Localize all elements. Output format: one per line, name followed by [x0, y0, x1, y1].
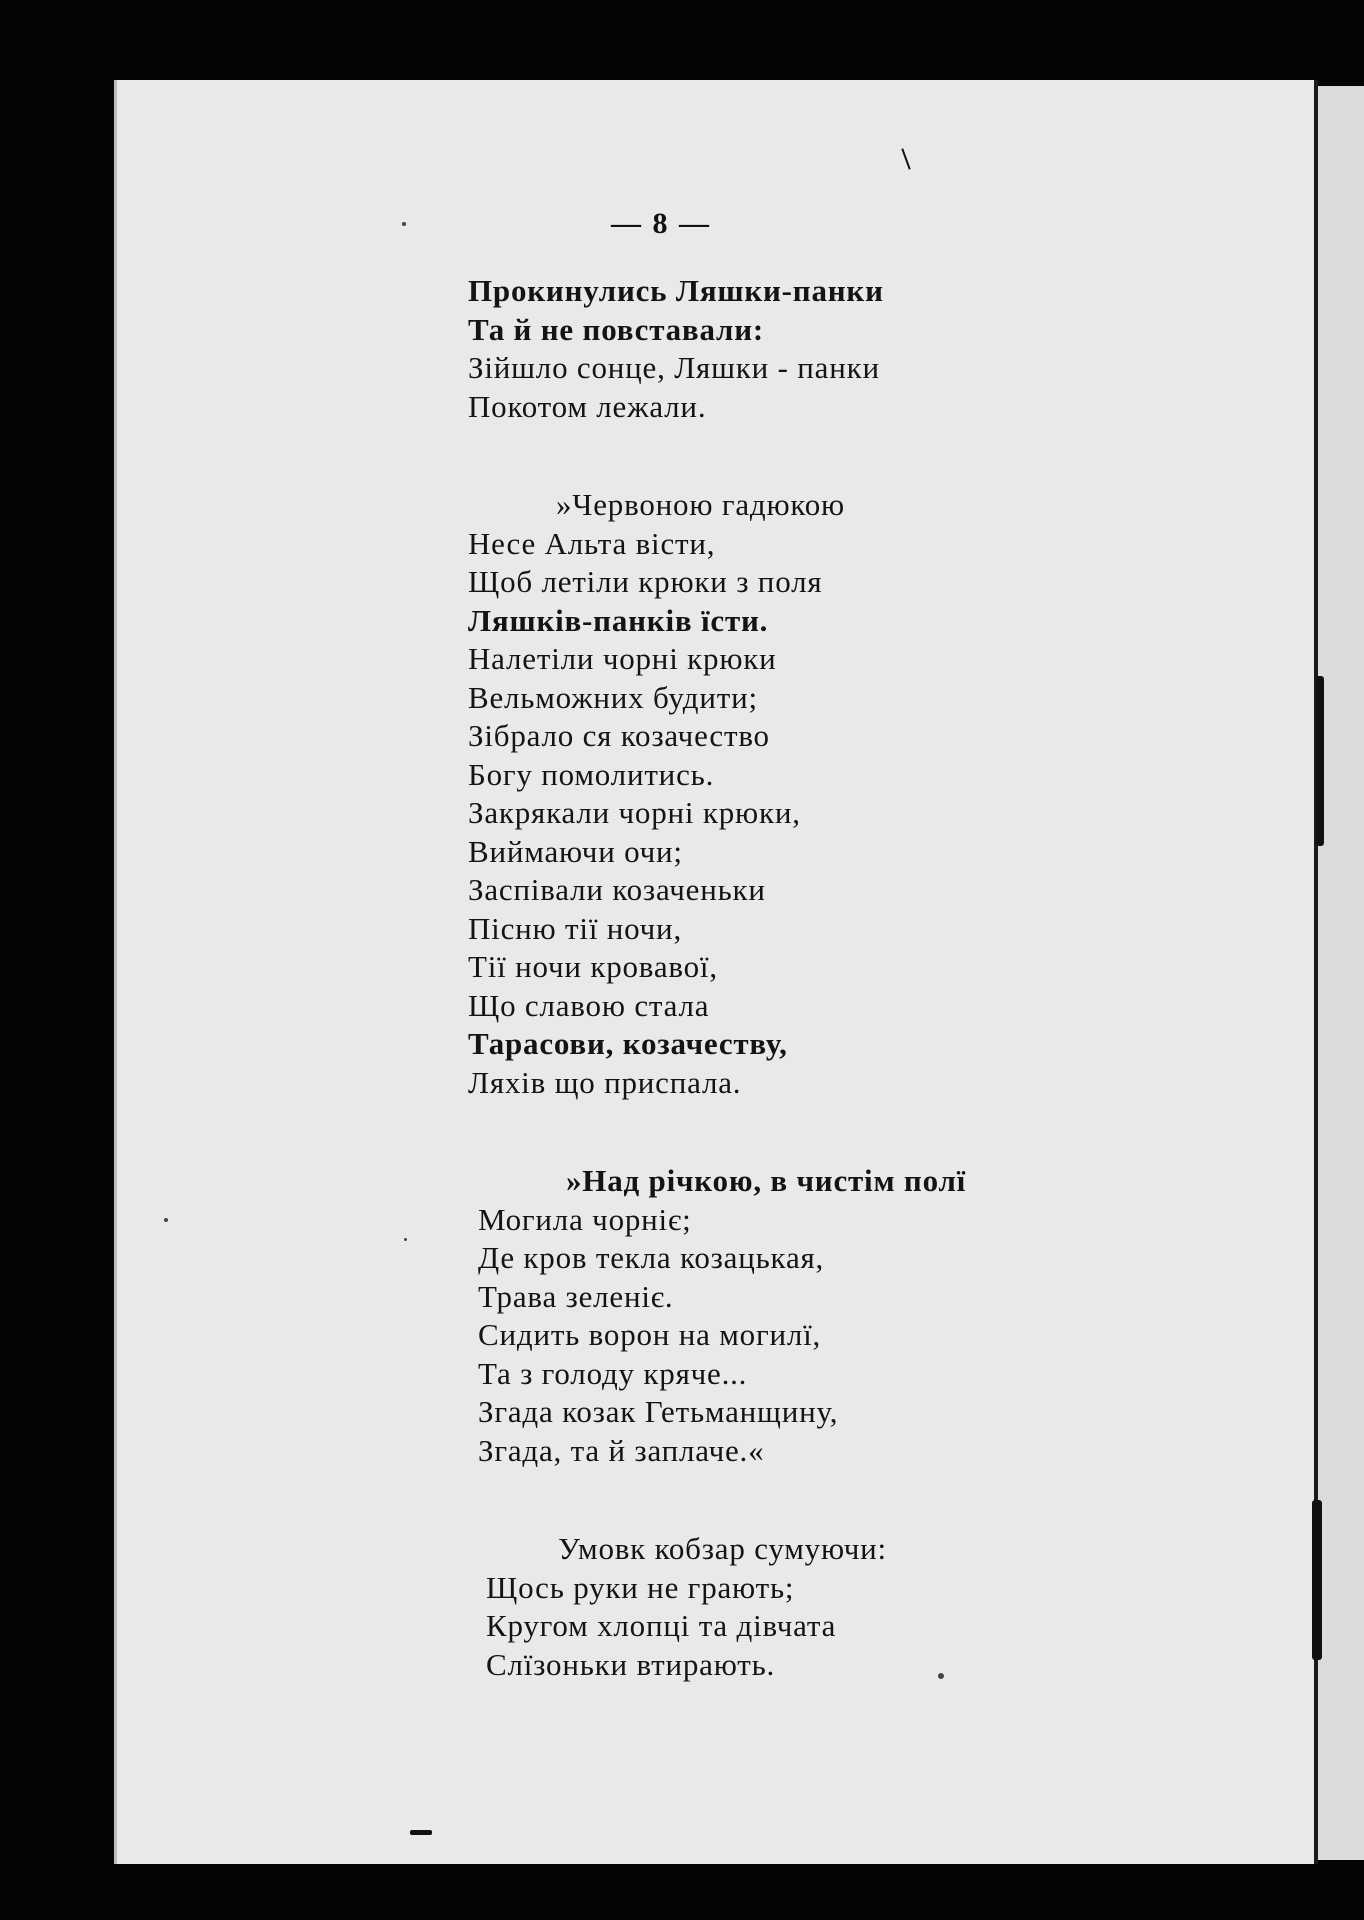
poem-line: Слїзоньки втирають.: [486, 1646, 776, 1682]
poem-line: Тарасови, козачеству,: [468, 1026, 788, 1061]
poem-line: Пісню тії ночи,: [468, 910, 682, 946]
ink-smudge: [410, 1830, 432, 1835]
poem-line: Та з голоду кряче...: [478, 1355, 748, 1391]
stanza: [468, 272, 1028, 426]
poem-line: Що славою стала: [468, 987, 710, 1023]
poem-line: Прокинулись Ляшки-панки: [468, 273, 884, 308]
poem-line: Зібрало ся козачество: [468, 718, 770, 753]
poem-line: Згада, та й заплаче.«: [478, 1432, 765, 1468]
poem-line: Виймаючи очи;: [468, 833, 683, 869]
page-number: — 8 —: [611, 207, 711, 240]
dust-speck: [404, 1238, 407, 1241]
poem-line: Трава зеленіє.: [478, 1278, 674, 1314]
poem-line: Зійшло сонце, Ляшки - панки: [468, 350, 880, 385]
poem-line: Ляхів що приспала.: [468, 1064, 742, 1100]
binding-mark: [1316, 676, 1324, 846]
poem-line: »Над річкою, в чистім полї: [566, 1163, 967, 1198]
stanza: [468, 1162, 1028, 1470]
poem-line: Згада козак Гетьманщину,: [478, 1394, 839, 1429]
poem-line: Богу помолитись.: [468, 756, 715, 792]
poem-line: Покотом лежали.: [468, 388, 707, 424]
poem-line: Несе Альта вісти,: [468, 525, 716, 561]
poem-line: Де кров текла козацькая,: [478, 1240, 825, 1275]
stanza: [468, 1530, 1028, 1684]
poem-line: Ляшків-панків їсти.: [468, 602, 769, 638]
poem-line: Щоб летіли крюки з поля: [468, 564, 823, 599]
dust-speck: [164, 1218, 168, 1222]
binding-mark: [1312, 1500, 1322, 1660]
poem-line: Заспівали козаченьки: [468, 872, 766, 907]
stanza: [468, 486, 1028, 1102]
next-page-edge: [1318, 86, 1364, 1860]
poem-line: Налетіли чорні крюки: [468, 641, 777, 676]
poem-line: Умовк кобзар сумуючи:: [558, 1531, 887, 1566]
poem-line: »Червоною гадюкою: [556, 487, 845, 522]
poem-line: Закрякали чорні крюки,: [468, 795, 801, 830]
poem-line: Та й не повставали:: [468, 311, 765, 347]
poem-line: Могила чорніє;: [478, 1201, 692, 1237]
poem-line: Кругом хлопці та дівчата: [486, 1608, 837, 1643]
poem-line: Тії ночи кровавої,: [468, 949, 718, 984]
poem-text: [468, 272, 1028, 1744]
poem-line: Щось руки не грають;: [486, 1569, 795, 1605]
poem-line: Вельможних будити;: [468, 679, 758, 715]
poem-line: Сидить ворон на могилї,: [478, 1317, 822, 1352]
